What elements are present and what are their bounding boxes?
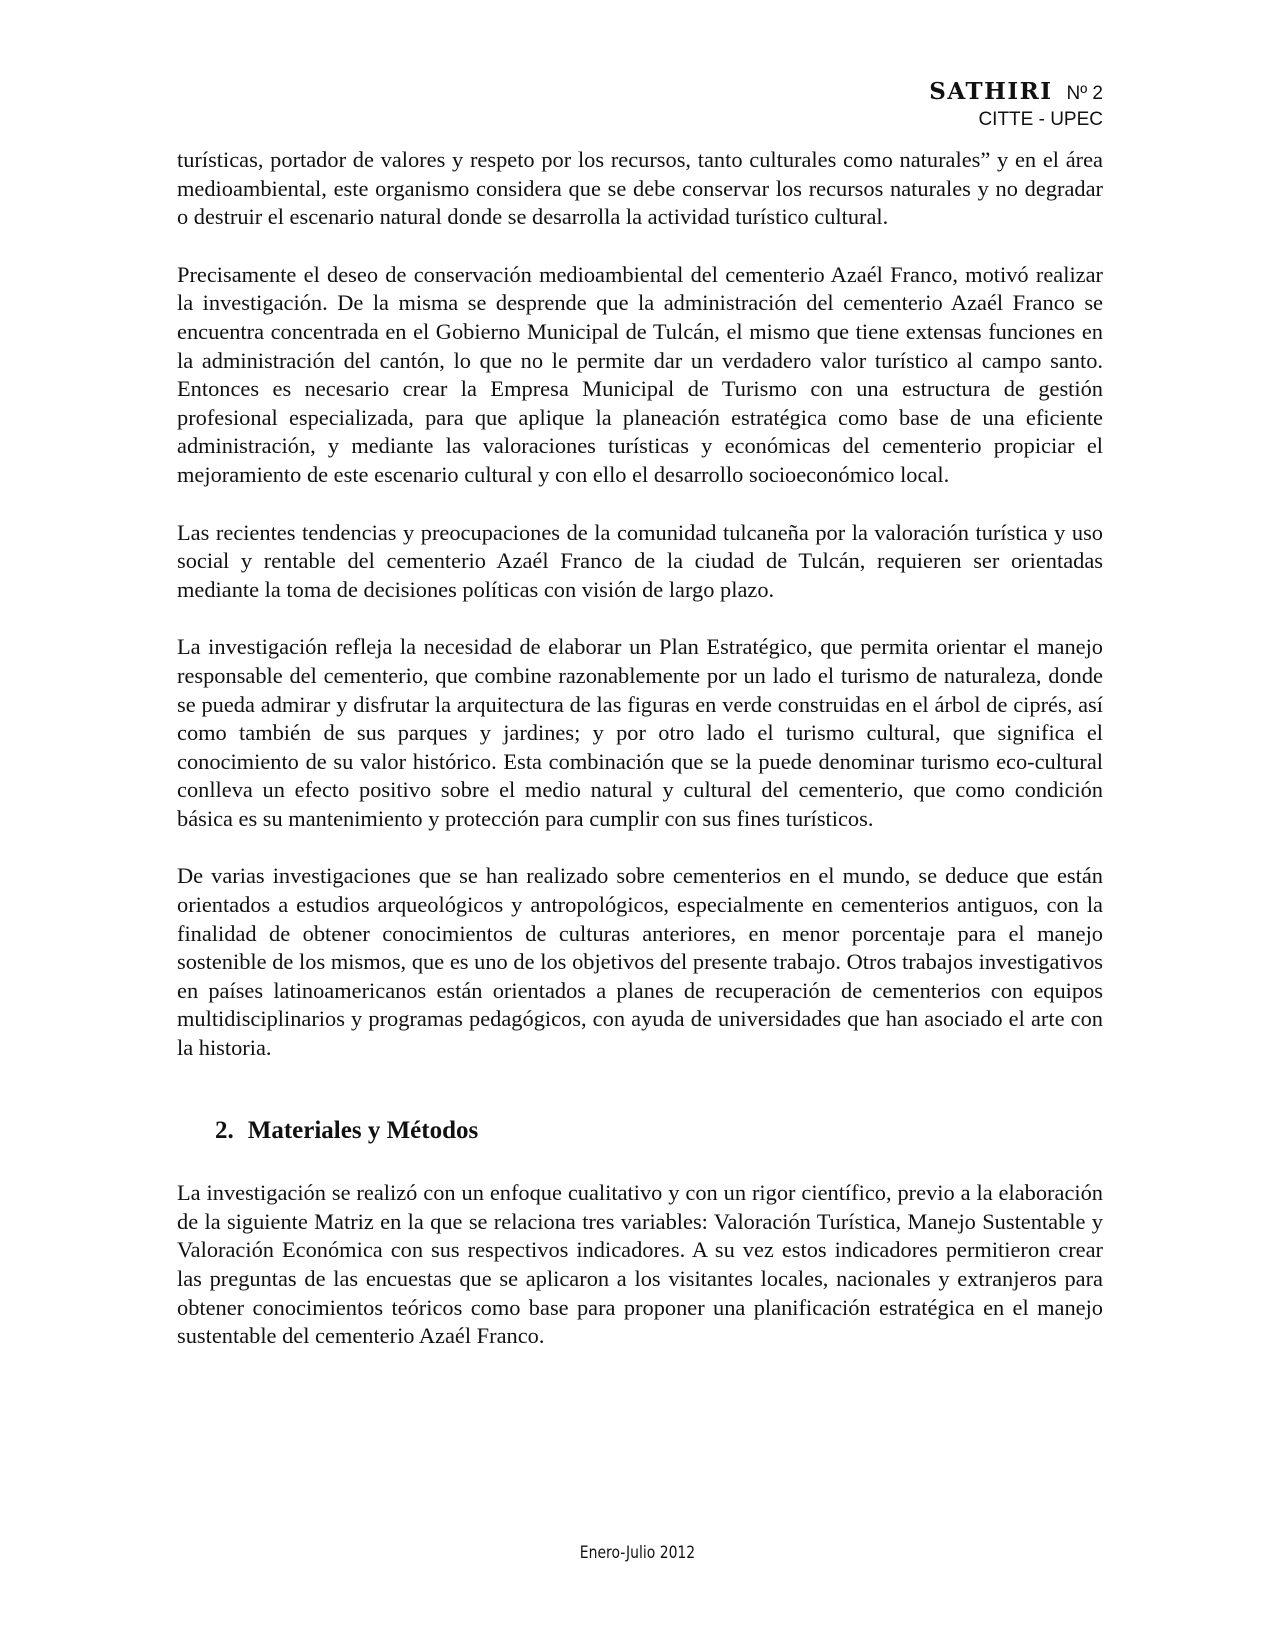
section-number: 2. [215, 1116, 234, 1144]
document-body [177, 146, 1103, 1380]
paragraph: La investigación se realizó con un enfoque cualitativo y con un rigor científico, previo a la elaboración de la siguiente Matriz en la que se relaciona tres variables: Valoración Turística, Manejo Sustentable y Valoración Económica con sus respectivos indicadores. A su vez estos indicadores permitieron crear las preguntas de las encuestas que se aplicaron a los visitantes locales, nacionales y extranjeros para obtener conocimientos teóricos como base para proponer una planificación estratégica en el manejo sustentable del cementerio Azaél Franco. [177, 1180, 1103, 1349]
paragraph: De varias investigaciones que se han realizado sobre cementerios en el mundo, se deduce que están orientados a estudios arqueológicos y antropológicos, especialmente en cementerios antiguos, con la finalidad de obtener conocimientos de culturas anteriores, en menor porcentaje para el manejo sostenible de los mismos, que es uno de los objetivos del presente trabajo. Otros trabajos investigativos en países latinoamericanos están orientados a planes de recuperación de cementerios con equipos multidisciplinarios y programas pedagógicos, con ayuda de universidades que han asociado el arte con la historia. [177, 863, 1103, 1061]
issue-number: Nº 2 [1066, 83, 1103, 104]
paragraph: La investigación refleja la necesidad de elaborar un Plan Estratégico, que permita orientar el manejo responsable del cementerio, que combine razonablemente por un lado el turismo de naturaleza, donde se pueda admirar y disfrutar la arquitectura de las figuras en verde construidas en el árbol de ciprés, así como también de sus parques y jardines; y por otro lado el turismo cultural, que significa el conocimiento de su valor histórico. Esta combinación que se la puede denominar turismo eco-cultural conlleva un efecto positivo sobre el medio natural y cultural del cementerio, que como condición básica es su mantenimiento y protección para cumplir con sus fines turísticos. [177, 634, 1103, 831]
paragraph: turísticas, portador de valores y respeto por los recursos, tanto culturales como naturales” y en el área medioambiental, este organismo considera que se debe conservar los recursos naturales y no degradar o destruir el escenario natural donde se desarrolla la actividad turístico cultural. [177, 147, 1103, 230]
paragraph: Las recientes tendencias y preocupaciones de la comunidad tulcaneña por la valoración turística y uso social y rentable del cementerio Azaél Franco de la ciudad de Tulcán, requieren ser orientadas mediante la toma de decisiones políticas con visión de largo plazo. [177, 519, 1103, 602]
paragraph: Precisamente el deseo de conservación medioambiental del cementerio Azaél Franco, motivó realizar la investigación. De la misma se desprende que la administración del cementerio Azaél Franco se encuentra concentrada en el Gobierno Municipal de Tulcán, el mismo que tiene extensas funciones en la administración del cantón, lo que no le permite dar un verdadero valor turístico al campo santo. Entonces es necesario crear la Empresa Municipal de Turismo con una estructura de gestión profesional especializada, para que aplique la planeación estratégica como base de una eficiente administración, y mediante las valoraciones turísticas y económicas del cementerio propiciar el mejoramiento de este escenario cultural y con ello el desarrollo socioeconómico local. [177, 261, 1103, 487]
section-title: Materiales y Métodos [247, 1116, 479, 1144]
journal-title: SATHIRI [929, 78, 1053, 105]
section-heading [215, 1117, 1103, 1146]
header-organization: CITTE - UPEC [978, 109, 1103, 130]
header-journal-line [929, 78, 1103, 105]
page-footer: Enero-Julio 2012 [579, 1543, 696, 1563]
page-header [929, 78, 1103, 131]
